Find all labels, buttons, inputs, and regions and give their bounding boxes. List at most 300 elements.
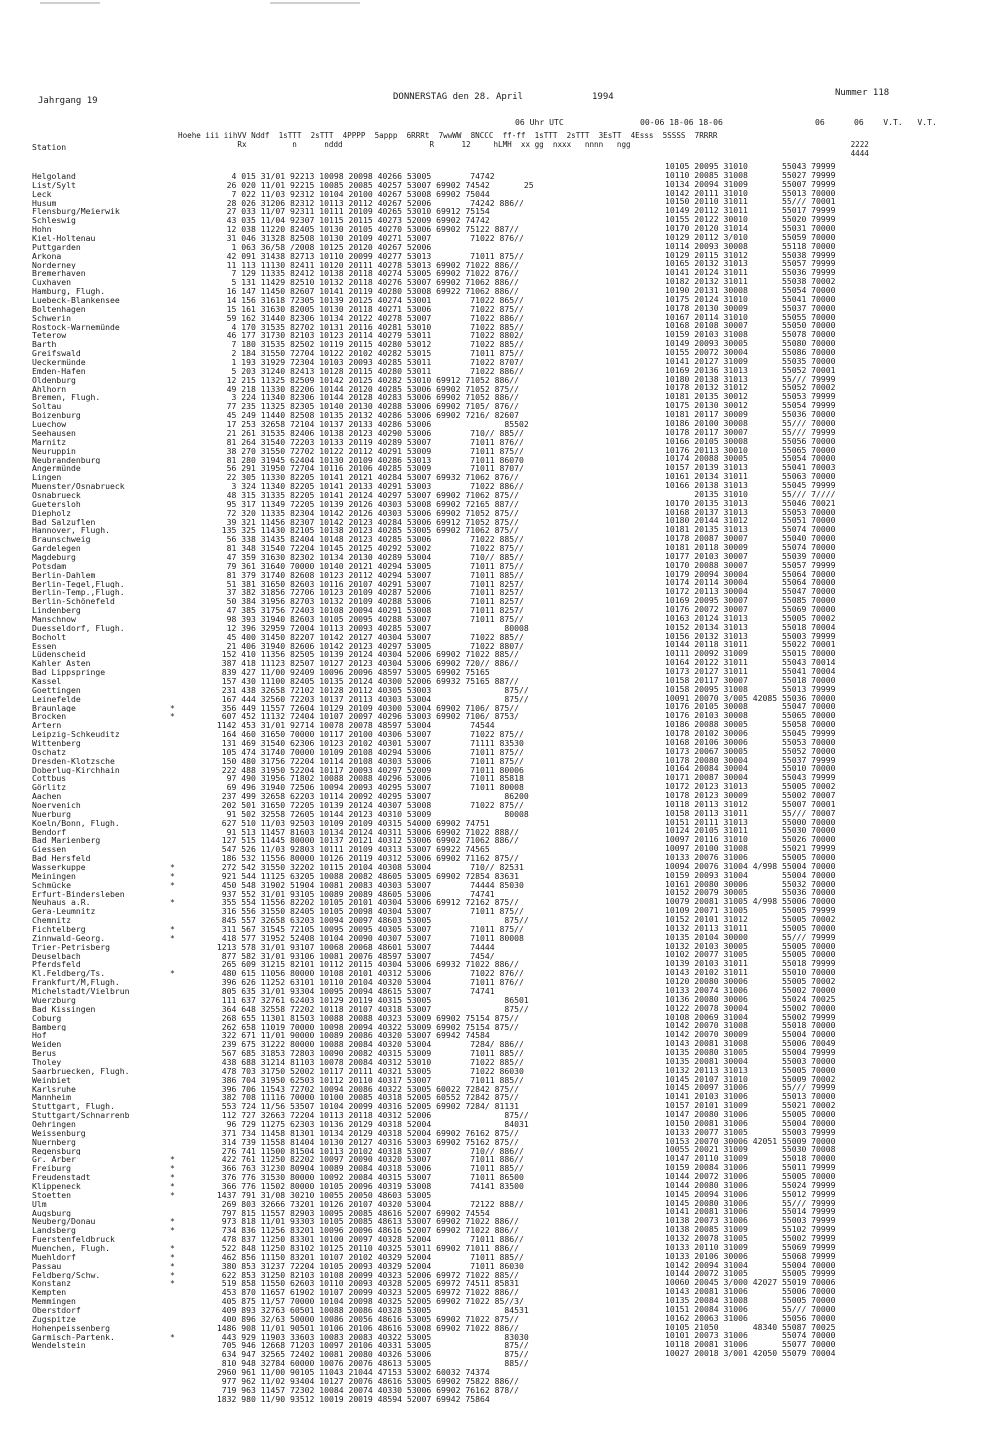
observation-row: 462 856 11150 83201 10107 20102 40329 52004 71011 885//: [212, 1252, 524, 1262]
observation-row: 131 469 31540 62306 10123 20102 40301 53007 71111 83530: [212, 739, 524, 748]
observation-row: 380 853 31237 72204 10105 20093 40329 52004 71011 86030: [212, 1261, 524, 1271]
station-name: Bad Lippspringe: [32, 668, 106, 677]
right-block-row: 20135 31010 55/// 7////: [665, 489, 836, 499]
station-name: Doberlug-Kirchhain: [32, 765, 120, 775]
right-block-row: 10151 20111 31013 55000 70000: [665, 817, 836, 827]
station-name: Bad Hersfeld: [32, 854, 91, 864]
right-block-row: 10109 20071 31005 55005 79999: [665, 906, 836, 916]
star-marker: *: [170, 1279, 175, 1289]
right-block-row: 10157 20101 31009 55021 70002: [665, 1101, 836, 1110]
right-block-row: 10079 20081 31005 4/998 55006 70000: [665, 897, 836, 907]
right-sub-header-2: 4444: [686, 149, 869, 158]
station-name: Greifswald: [32, 349, 81, 359]
station-name: Gera-Leumnitz: [32, 907, 96, 917]
station-name: Artern: [32, 721, 62, 731]
observation-row: 79 361 31640 70000 10140 20121 40294 53005 71011 875//: [212, 561, 524, 571]
right-block-row: 10132 20113 31011 55005 70000: [665, 923, 836, 933]
observation-row: 366 763 31230 80904 10089 20084 40318 53006 71011 885//: [212, 1164, 524, 1174]
observation-row: 386 704 31950 62503 10112 20110 40317 53007 71011 885//: [212, 1075, 524, 1085]
observation-row: 382 708 11116 70000 10100 20085 40318 52005 60552 72842 875//: [212, 1093, 519, 1103]
right-block-row: 10172 20123 31013 55005 70002: [665, 782, 836, 792]
right-block-row: 10055 20021 31009 55030 70008: [665, 1145, 836, 1155]
observation-row: 316 556 31550 82405 10105 20098 40304 53007 71011 875//: [212, 907, 524, 917]
station-name: Magdeburg: [32, 552, 76, 562]
observation-row: 47 359 31630 82302 10134 20130 40289 53004 710// 885//: [212, 552, 524, 562]
observation-row: 135 325 11430 82105 10138 20123 40285 53005 69902 71062 875//: [212, 526, 519, 536]
station-name: Muenster/Osnabrueck: [32, 482, 125, 491]
station-name: Berlin-Temp.,Flugh.: [32, 588, 125, 598]
station-name: Marnitz: [32, 437, 67, 447]
right-block-row: 10169 20095 30007 55085 70000: [665, 596, 836, 605]
observation-row: 27 033 11/07 92311 10111 20109 40265 53010 69912 75154: [212, 207, 490, 217]
station-name: Diepholz: [32, 508, 71, 518]
star-marker: *: [170, 1243, 175, 1253]
observation-row: 50 384 31956 82703 10132 20109 40288 53006 71011 8257/: [212, 597, 524, 607]
station-name: Bendorf: [32, 827, 67, 837]
observation-row: 81 348 31540 72204 10145 20125 40292 53002 71022 875//: [212, 544, 524, 553]
right-block-row: 10157 20139 31013 55041 70003: [665, 463, 836, 473]
station-name: Soltau: [32, 402, 62, 412]
station-name: Zugspitze: [32, 1314, 76, 1324]
station-name: Weinbiet: [32, 1075, 71, 1085]
station-name: Koeln/Bonn, Flugh.: [32, 818, 120, 828]
right-block-row: 10145 20080 31006 55/// 79999: [665, 1198, 836, 1208]
station-name: Weissenburg: [32, 1128, 86, 1138]
right-block-row: 10138 20085 31009 55102 79999: [665, 1225, 836, 1234]
right-block-row: 10149 20112 31011 55017 79999: [665, 206, 836, 216]
right-block-row: 10178 20117 30007 55/// 79999: [665, 427, 836, 437]
station-name: Kassel: [32, 676, 62, 686]
station-name: Kl.Feldberg/Ts. *: [32, 969, 175, 979]
right-block-row: 10175 20124 31010 55041 70000: [665, 294, 836, 304]
observation-row: 418 577 31952 52408 10104 20090 40307 53007 71011 80008: [212, 933, 524, 943]
station-name: Regensburg: [32, 1146, 81, 1156]
observation-row: 311 567 31545 72105 10095 20095 40305 53007 71011 875//: [212, 925, 524, 934]
right-block-row: 10105 21050 48340 55087 70025: [665, 1322, 836, 1332]
observation-row: 186 532 11556 80000 10126 20119 40312 53006 69902 71162 875//: [212, 854, 519, 864]
observation-row: 405 875 11/57 70000 10104 20098 40325 52005 69902 71022 85//3/: [212, 1297, 524, 1306]
right-block-row: 10141 20081 31006 55014 79999: [665, 1207, 836, 1217]
observation-row: 2960 961 11/00 90105 11043 21044 47153 53002 60032 74374: [212, 1368, 490, 1377]
right-block-row: 10170 20088 30007 55057 79999: [665, 560, 836, 570]
station-name: Neubrandenburg: [32, 455, 101, 465]
right-block-row: 10182 20132 31011 55038 70002: [665, 277, 836, 287]
right-block-row: 10176 20105 30008 55047 70000: [665, 702, 836, 712]
observation-row: 4 015 31/01 92213 10098 20098 40266 53005 74742: [212, 172, 495, 181]
station-name: Leck: [32, 189, 52, 199]
station-name: Seehausen: [32, 428, 76, 438]
right-block-row: 10142 20070 31008 55018 70000: [665, 1021, 836, 1031]
station-name: Ueckermünde: [32, 358, 86, 367]
right-block-row: 10178 20130 30009 55037 70000: [665, 303, 836, 313]
station-name: Puttgarden: [32, 242, 81, 252]
right-block-row: 10156 20132 31013 55003 79999: [665, 631, 836, 641]
right-block-row: 10144 20118 31011 55022 70001: [665, 640, 836, 650]
observation-row: 91 513 11457 81603 10134 20124 40311 53006 69902 71022 888//: [212, 827, 519, 837]
right-block-row: 10139 20103 31011 55018 79999: [665, 959, 836, 969]
observation-row: 314 739 11558 81404 10130 20127 40316 53003 69902 75162 875//: [212, 1137, 519, 1147]
station-name: Oberstdorf: [32, 1306, 81, 1315]
observation-row: 7 022 11/03 92312 10104 20100 40267 53008 69902 75044: [212, 189, 490, 199]
station-name: Feldberg/Schw. *: [32, 1270, 175, 1280]
right-block-row: 10102 20077 31005 55005 70000: [665, 950, 836, 960]
observation-row: 705 946 12668 71203 10097 20106 40331 53005 875//: [212, 1341, 529, 1351]
station-name: Bremerhaven: [32, 269, 86, 279]
observation-row: 276 741 11500 81504 10113 20102 40318 53007 710// 886//: [212, 1146, 524, 1156]
station-name: Freiburg *: [32, 1164, 175, 1174]
right-block-row: 10097 20116 31010 55026 70000: [665, 835, 836, 845]
right-block-row: 10149 20093 30005 55080 70000: [665, 339, 836, 349]
station-name: Rostock-Warnemünde: [32, 322, 120, 332]
right-block-row: 10134 20094 31009 55007 79999: [665, 179, 836, 189]
right-block-row: 10129 20112 3/010 55059 70000: [665, 232, 836, 242]
station-name: Berlin-Dahlem: [32, 570, 96, 580]
star-marker: *: [170, 969, 175, 979]
issue-number: Nummer 118: [835, 88, 890, 98]
right-block-row: 10124 20105 31011 55030 70000: [665, 826, 836, 836]
star-marker: *: [170, 880, 175, 890]
right-block-row: 10166 20138 31013 55045 79999: [665, 480, 836, 490]
station-name: Lüdenscheid: [32, 650, 86, 660]
station-name: Coburg: [32, 1013, 62, 1023]
right-block-row: 10138 20073 31006 55003 79999: [665, 1216, 836, 1226]
observation-row: 3 324 11340 82205 10141 20133 40291 53003 71022 886//: [212, 482, 524, 491]
right-block-row: 10181 20117 30009 55036 70000: [665, 410, 836, 419]
right-block-row: 10173 20067 30005 55052 70000: [665, 746, 836, 756]
observation-row: 237 499 32658 62203 10114 20092 40295 53007 86200: [212, 792, 529, 802]
observation-row: 77 235 11325 82305 10140 20130 40288 53006 69902 7105/ 876//: [212, 402, 519, 412]
scan-mark-center: [270, 2, 360, 4]
right-block-row: 10167 20114 31010 55055 70000: [665, 312, 836, 322]
right-block-row: 10176 20113 30010 55065 70000: [665, 445, 836, 455]
observation-row: 1 193 31929 72304 10103 20093 40285 53011 71022 8707/: [212, 358, 524, 367]
observation-row: 56 291 31950 72704 10116 20106 40285 53009 71011 8707/: [212, 464, 524, 474]
station-name: Aachen: [32, 792, 62, 802]
station-name: Oschatz: [32, 747, 67, 757]
station-name: Weiden: [32, 1040, 62, 1050]
station-name: Bocholt: [32, 632, 67, 642]
station-name: Berus: [32, 1049, 57, 1058]
observation-row: 622 853 31250 82103 10108 20099 40323 52006 69972 71022 885//: [212, 1270, 519, 1280]
observation-row: 480 615 11056 80000 10108 20101 40312 53006 71022 876//: [212, 969, 524, 979]
right-block-row: 10172 20113 30004 55047 70000: [665, 587, 836, 597]
observation-row: 810 948 32784 60000 10076 20076 48613 53005 885//: [212, 1359, 529, 1369]
station-name: Boizenburg: [32, 411, 81, 421]
observation-row: 51 381 31650 82603 10116 20107 40291 53007 71011 8257/: [212, 579, 524, 589]
right-block-row: 10176 20072 30007 55069 70000: [665, 604, 836, 614]
station-name: Potsdam: [32, 561, 67, 571]
observation-row: 269 803 32666 73201 10126 20107 40320 53004 72122 888//: [212, 1199, 524, 1209]
right-block-row: 10118 20113 31012 55007 70001: [665, 799, 836, 809]
right-block-row: 10159 20103 31008 55078 70000: [665, 330, 836, 340]
observation-row: 42 091 31438 82713 10110 20099 40277 53013 71011 875//: [212, 251, 524, 261]
star-marker: *: [170, 1252, 175, 1262]
right-block-row: 10155 20072 30004 55086 70000: [665, 348, 836, 357]
observation-row: 450 548 31902 51904 10081 20083 40303 53007 74444 85030: [212, 880, 524, 890]
station-name: Giessen: [32, 845, 67, 855]
right-block-row: 10145 20094 31006 55012 79999: [665, 1189, 836, 1199]
time-range-heading: 00-06 18-06 18-06: [640, 117, 723, 127]
observation-row: 98 393 31940 82603 10105 20095 40288 53007 71011 875//: [212, 614, 524, 624]
station-name: Augsburg: [32, 1208, 71, 1218]
station-name: Bad Salzuflen: [32, 517, 96, 527]
observation-row: 1486 908 11/01 90501 10106 20106 48616 53008 69902 71022 886//: [212, 1323, 519, 1333]
station-name: Ulm: [32, 1199, 47, 1209]
observation-row: 105 474 31740 70000 10109 20108 40294 53006 71011 875//: [212, 747, 524, 757]
station-name: Pferdsfeld: [32, 960, 81, 970]
station-name: Wasserkuppe *: [32, 863, 175, 872]
station-name: Hannover, Flugh.: [32, 526, 110, 536]
right-block-row: 10142 20070 30009 55004 70000: [665, 1030, 836, 1040]
observation-row: 805 635 31/01 93304 10095 20094 48615 53007 74741: [212, 987, 495, 996]
right-block-row: 10163 20124 31013 55005 70002: [665, 613, 836, 623]
observation-row: 17 253 32658 72104 10137 20133 40286 53006 85502: [212, 420, 529, 429]
station-name: Passau *: [32, 1261, 175, 1271]
observation-row: 877 582 31/01 93106 10081 20076 48597 53007 7454/: [212, 951, 495, 961]
station-name: Neuruppin: [32, 446, 76, 456]
star-marker: *: [170, 863, 175, 872]
star-marker: *: [170, 703, 175, 713]
observation-row: 38 270 31550 72702 10122 20112 40291 53009 71011 875//: [212, 446, 524, 456]
observation-row: 239 675 31222 80000 10088 20084 40320 53004 7284/ 886//: [212, 1040, 524, 1050]
observation-row: 634 947 32565 72402 10081 20080 40326 53006 875//: [212, 1350, 529, 1360]
station-name: Schwerin: [32, 313, 71, 323]
observation-row: 231 438 32658 72102 10128 20112 40305 53003 875//: [212, 685, 529, 695]
observation-row: 364 648 32558 72202 10118 20107 40318 53007 875//: [212, 1004, 529, 1014]
observation-row: 47 385 31756 72403 10108 20094 40291 53008 71011 8257/: [212, 606, 524, 615]
station-name: Freudenstadt *: [32, 1173, 175, 1182]
right-block-row: 10129 20115 31012 55038 79999: [665, 250, 836, 260]
right-block-row: 10142 20111 31010 55013 70000: [665, 188, 836, 198]
right-block-rows: [665, 162, 995, 1358]
station-name: Schleswig: [32, 216, 76, 226]
right-block-row: 10186 20100 30008 55/// 70000: [665, 418, 836, 428]
right-sub-header-1: 2222: [686, 140, 869, 149]
station-name: Stoetten *: [32, 1190, 175, 1200]
observation-row: 81 264 31540 72203 10133 20119 40289 53007 71011 876//: [212, 437, 524, 447]
right-block-row: 10132 20103 30005 55005 70000: [665, 941, 836, 951]
observation-row: 164 460 31650 70000 10117 20100 40306 53007 71022 875//: [212, 730, 524, 739]
observation-row: 150 480 31756 72204 10114 20108 40303 53006 71011 875//: [212, 756, 524, 766]
station-name: Memmingen: [32, 1297, 76, 1306]
observation-row: 152 410 11356 82505 10139 20124 40304 52006 69902 71022 885//: [212, 650, 519, 660]
observation-row: 627 510 11/03 92503 10109 20109 40315 54000 69902 74751: [212, 818, 490, 828]
station-name: Fichtelberg *: [32, 925, 175, 934]
observation-row: 97 490 31956 71802 10088 20088 40296 53006 71011 85818: [212, 774, 524, 784]
star-marker: *: [170, 1332, 175, 1342]
observation-row: 202 501 31650 72205 10139 20124 40307 53008 71022 875//: [212, 801, 524, 810]
observation-row: 443 929 11903 33603 10083 20083 40322 53005 83030: [212, 1332, 529, 1342]
top-edge: [0, 0, 1000, 10]
station-list: [32, 172, 212, 1350]
observation-row: 21 261 31535 82406 10138 20123 40290 53006 710// 885//: [212, 428, 524, 438]
station-name: Wendelstein: [32, 1341, 86, 1351]
station-name: Hamburg, Flugh.: [32, 287, 106, 297]
station-name: Klippeneck *: [32, 1181, 175, 1191]
observation-row: 797 815 11557 82903 10095 20085 48616 52007 69902 74554: [212, 1208, 490, 1218]
right-block-row: 10164 20084 30004 55010 70000: [665, 764, 836, 774]
observation-row: 1142 453 31/01 92714 10078 20078 48597 53004 74544: [212, 721, 495, 731]
observation-row: 96 729 11275 62303 10136 20129 40318 52004 84031: [212, 1119, 529, 1129]
right-block-row: 10174 20088 30005 55054 70000: [665, 454, 836, 464]
star-marker: *: [170, 871, 175, 881]
right-block-row: 10133 20076 31006 55005 70000: [665, 853, 836, 862]
station-name: Emden-Hafen: [32, 366, 86, 376]
station-name: Bremen, Flugh.: [32, 393, 101, 403]
right-block-row: 10143 20081 31006 55006 70000: [665, 1287, 836, 1296]
station-name: Angermünde: [32, 464, 81, 474]
observation-row: 21 406 31940 82606 10142 20123 40297 53005 71022 8807/: [212, 641, 524, 651]
right-block-row: 10101 20073 31006 55074 70000: [665, 1331, 836, 1341]
station-name: Gr. Arber *: [32, 1155, 175, 1165]
star-marker: *: [170, 1164, 175, 1174]
observation-row: 28 026 31206 82312 10113 20112 40267 52006 74242 886//: [212, 198, 524, 208]
station-name: Nuernberg: [32, 1137, 76, 1147]
right-block-row: 10170 20120 31014 55031 70000: [665, 224, 836, 233]
observation-row: 69 496 31940 72506 10094 20093 40295 53007 71011 80008: [212, 783, 524, 793]
station-name: Arkona: [32, 251, 62, 261]
station-name: Meiningen *: [32, 871, 175, 881]
observation-row: 478 703 31750 52002 10117 20111 40321 53005 71022 86030: [212, 1066, 524, 1076]
right-block-row: 10144 20072 31006 55005 70000: [665, 1171, 836, 1181]
station-name: Guetersloh: [32, 499, 81, 509]
observation-row: 719 963 11457 72302 10084 20074 40330 53006 69902 76162 878//: [212, 1385, 519, 1395]
station-name: Lindenberg: [32, 606, 81, 615]
observation-row: 262 658 11019 70000 10098 20094 40322 53009 69902 75154 875//: [212, 1022, 519, 1032]
observation-row: 167 444 32560 72203 10137 20113 40303 53004 875//: [212, 694, 529, 704]
star-marker: *: [170, 925, 175, 934]
observation-row: 396 706 11543 72702 10094 20086 40322 53005 60022 72842 875//: [212, 1084, 519, 1094]
right-block-row: 10190 20131 30008 55054 70000: [665, 286, 836, 295]
right-block-row: 10169 20136 31013 55052 70001: [665, 365, 836, 375]
observation-row: 56 338 31435 82404 10148 20123 40285 53006 71022 885//: [212, 535, 524, 545]
report-year: 1994: [592, 92, 614, 102]
station-name: Trier-Petrisberg: [32, 942, 110, 952]
right-block-row: 10161 20080 30006 55032 70000: [665, 879, 836, 889]
station-name: Husum: [32, 198, 57, 208]
observation-row: 11 113 11130 82411 10120 20111 40278 53013 69902 71022 886//: [212, 260, 519, 270]
station-name: Stuttgart/Schnarrenb: [32, 1111, 130, 1120]
station-name: Helgoland: [32, 172, 76, 181]
station-name: Neuhaus a.R. *: [32, 898, 175, 908]
observation-row: 157 430 11100 82405 10135 20124 40300 52006 69932 75165 887//: [212, 676, 519, 686]
station-name: Wuerzburg: [32, 995, 76, 1005]
observation-row: 72 320 11335 82304 10142 20126 40303 53006 69902 71052 875//: [212, 508, 519, 518]
station-name: Michelstadt/Vielbrun: [32, 987, 130, 996]
station-name: Hohenpeissenberg: [32, 1323, 110, 1333]
observation-row: 48 315 31335 82205 10141 20124 40297 53007 69902 71062 875//: [212, 490, 519, 500]
observation-row: 16 147 11450 82607 10141 20119 40280 53008 69922 71062 886//: [212, 287, 519, 297]
star-marker: *: [170, 1173, 175, 1182]
right-block-row: 10151 20084 31006 55/// 70000: [665, 1304, 836, 1314]
observation-row: 478 837 11250 83301 10100 20097 40328 52004 71011 886//: [212, 1235, 524, 1244]
right-block-row: 10143 20081 31008 55006 70049: [665, 1039, 836, 1048]
station-name: Norderney: [32, 260, 76, 270]
observation-row: 2 184 31550 72704 10122 20102 40282 53015 71011 875//: [212, 349, 524, 359]
observation-row: 12 215 11325 82509 10142 20125 40282 53010 69912 71052 886//: [212, 375, 519, 385]
right-block-row: 10176 20103 30008 55065 70000: [665, 711, 836, 721]
observation-row: 112 727 32663 72204 10113 20118 40312 52006 875//: [212, 1111, 529, 1120]
observation-row: 268 655 11301 81503 10088 20088 40323 53009 69902 75154 875//: [212, 1013, 519, 1023]
observation-row: 111 637 32761 62403 10129 20119 40315 53005 86501: [212, 995, 529, 1005]
station-name: Görlitz: [32, 783, 67, 793]
scan-mark-left: [40, 2, 100, 4]
observation-row: 7 129 11335 82412 10138 20118 40274 53005 69902 71022 876//: [212, 269, 519, 279]
right-block-row: 10060 20045 3/000 42027 55019 70006: [665, 1278, 836, 1288]
observation-row: 921 544 11125 63205 10088 20082 48605 53005 69902 72854 83631: [212, 871, 519, 881]
observation-row: 222 488 31950 52204 10117 20093 40297 52009 71011 80006: [212, 765, 524, 775]
station-name: Barth: [32, 340, 57, 350]
right-block-row: 10133 20110 31009 55069 79999: [665, 1242, 836, 1252]
observation-row: 31 046 31328 82508 10130 20109 40271 53007 71022 876//: [212, 234, 524, 243]
observation-row: 49 218 11330 82206 10144 20120 40285 53006 69902 71052 875//: [212, 384, 519, 394]
star-marker: *: [170, 898, 175, 908]
observation-row: 5 131 11429 82510 10132 20118 40276 53007 69902 71062 886//: [212, 278, 519, 288]
station-name: Hof: [32, 1031, 47, 1041]
right-block-row: 10175 20130 30012 55054 79999: [665, 401, 836, 411]
station-name: Schmücke *: [32, 880, 175, 890]
station-name: Frankfurt/M,Flugh.: [32, 978, 120, 988]
station-name: Gardelegen: [32, 544, 81, 553]
right-block-row: 10178 20102 30006 55045 79999: [665, 729, 836, 738]
observation-row: 973 818 11/01 93303 10105 20085 48613 53007 69902 71022 886//: [212, 1217, 519, 1227]
observation-row: 272 542 31550 32202 10115 20104 40308 53004 710// 82531: [212, 863, 524, 872]
star-marker: *: [170, 1270, 175, 1280]
right-block-row: 10178 20123 30009 55002 70007: [665, 791, 836, 800]
right-block-row: 10135 20084 31008 55005 70000: [665, 1296, 836, 1305]
right-block-row: 10141 20127 31009 55035 70000: [665, 356, 836, 366]
right-block-row: 10132 20078 31005 55002 79999: [665, 1233, 836, 1243]
observation-row: 371 734 11458 81301 10134 20129 40318 52004 69902 76162 875//: [212, 1128, 519, 1138]
station-name: Essen: [32, 641, 57, 651]
sub-column-headers: Rx n nddd R 12 hLMH xx gg nxxx nnnn ngg: [178, 140, 631, 149]
station-name: Duesseldorf, Flugh.: [32, 623, 125, 633]
right-block-row: 10136 20080 30006 55024 70025: [665, 994, 836, 1004]
observation-row: 400 896 32/63 50000 10086 20056 48616 53005 69902 71022 875//: [212, 1314, 519, 1324]
star-marker: *: [170, 712, 175, 722]
right-block-row: 10179 20094 30004 55064 70000: [665, 569, 836, 579]
right-block-row: 10186 20088 30005 55058 70000: [665, 720, 836, 729]
observation-row: 937 552 31/01 93105 10089 20089 48605 53006 74741: [212, 889, 495, 899]
station-name: List/Sylt: [32, 180, 76, 190]
observation-row: 22 305 11330 82205 10141 20121 40284 53007 69932 71062 876//: [212, 473, 519, 483]
observation-row: 396 626 11252 63101 10110 20104 40320 53004 71011 876//: [212, 978, 524, 988]
station-name: Konstanz *: [32, 1279, 175, 1289]
right-block-row: 10144 20072 31005 55005 79999: [665, 1269, 836, 1279]
jahrgang-label: Jahrgang 19: [38, 96, 98, 106]
station-name: Karlsruhe: [32, 1084, 76, 1094]
observation-row: 15 161 31630 82005 10130 20118 40271 53006 71022 875//: [212, 304, 524, 314]
observation-row: 322 671 11/01 90000 10089 20086 40320 53007 69942 74584: [212, 1031, 490, 1041]
station-name: Ahlhorn: [32, 384, 67, 394]
right-times-heading: 06 06 V.T. V.T.: [815, 117, 937, 127]
observation-row: 422 761 11250 82202 10097 20090 40320 53007 71011 886//: [212, 1155, 524, 1165]
right-block-row: 10152 20134 31013 55018 70004: [665, 622, 836, 632]
observation-row: 366 776 11502 80000 10105 20096 40319 53008 74141 83500: [212, 1181, 524, 1191]
right-block-row: 10132 20113 31013 55005 70000: [665, 1065, 836, 1075]
right-block-row: 10161 20134 31011 55063 70000: [665, 472, 836, 481]
station-name: Berlin-Schönefeld: [32, 597, 115, 607]
right-block-row: 10141 20124 31011 55036 79999: [665, 268, 836, 278]
station-name: Bamberg: [32, 1022, 67, 1032]
observation-row: 12 396 32959 72004 10113 20093 40285 53007 80008: [212, 623, 529, 633]
station-name: Osnabrueck: [32, 490, 81, 500]
station-name: Berlin-Tegel,Flugh.: [32, 579, 125, 589]
right-block-row: 10170 20135 31013 55046 70021: [665, 498, 836, 508]
right-block-row: 10171 20087 30004 55043 79999: [665, 773, 836, 783]
station-name: Leinefelde: [32, 694, 81, 704]
right-block-row: 10181 20135 30012 55053 79999: [665, 392, 836, 402]
